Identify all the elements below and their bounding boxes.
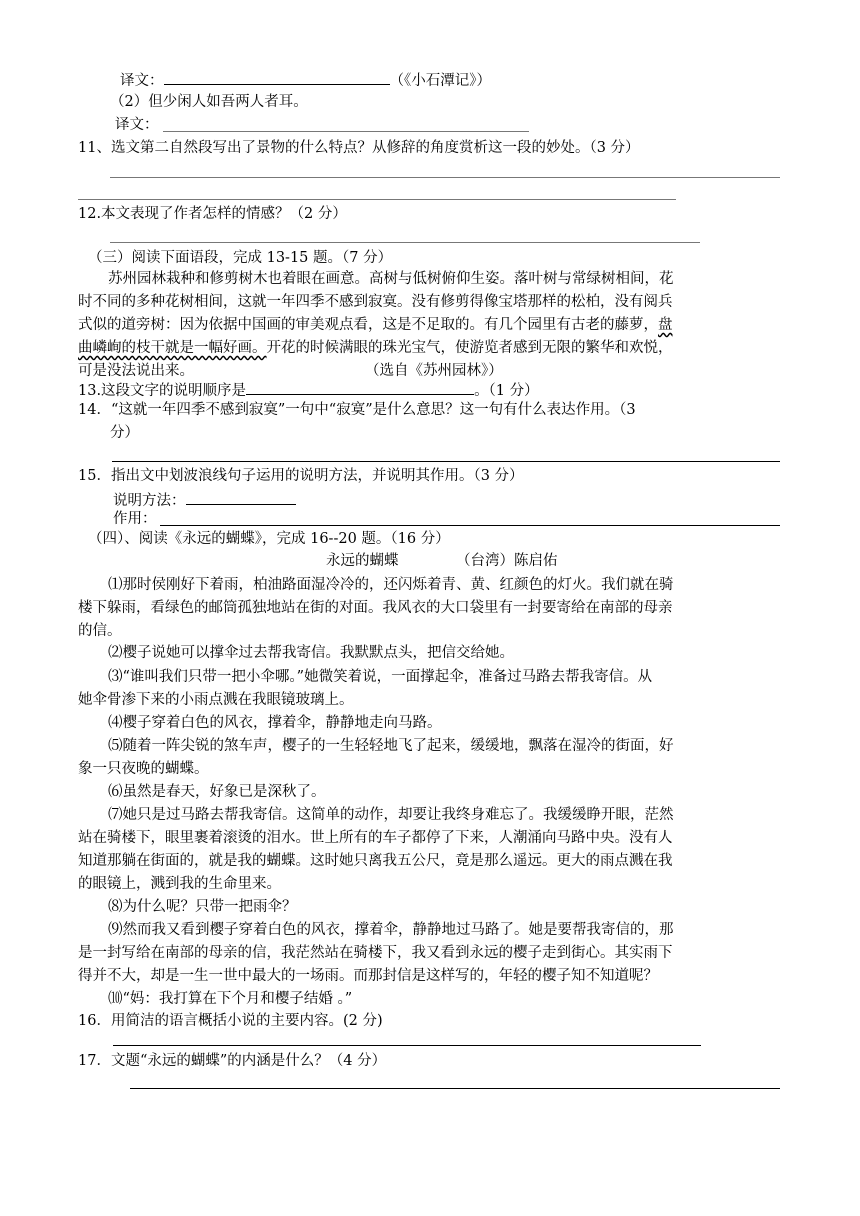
q12-answer-line[interactable] <box>110 242 700 243</box>
story-para-7-line-3: 知道那躺在街面的，就是我的蝴蝶。这时她只离我五公尺，竟是那么遥远。更大的雨点溅在我 <box>78 853 673 869</box>
section3-passage-line-3 <box>78 316 673 334</box>
story-para-1-line-3: 的信。 <box>78 623 122 639</box>
story-para-2: ⑵樱子说她可以撑伞过去帮我寄信。我默默点头，把信交给她。 <box>108 645 514 661</box>
section3-passage-line-4-rest: 开花的时候满眼的珠光宝气，使游览者感到无限的繁华和欢悦， <box>266 340 673 356</box>
q15-effect-blank[interactable] <box>160 525 780 526</box>
q17-question: 17．文题“永远的蝴蝶”的内涵是什么？（4 分） <box>78 1053 387 1069</box>
q10-trans2-blank[interactable] <box>163 131 529 132</box>
story-para-3-line-1: ⑶“谁叫我们只带一把小伞哪。”她微笑着说，一面撑起伞，准备过马路去帮我寄信。从 <box>108 669 653 685</box>
q17-answer-line[interactable] <box>130 1088 780 1089</box>
story-para-8: ⑻为什么呢？只带一把雨伞？ <box>108 899 297 915</box>
story-para-7-line-2: 站在骑楼下，眼里裹着滚烫的泪水。世上所有的车子都停了下来，人潮涌向马路中央。没有人 <box>78 830 673 846</box>
q12-question: 12.本文表现了作者怎样的情感？（2 分） <box>78 206 347 222</box>
q15-question: 15．指出文中划波浪线句子运用的说明方法，并说明其作用。（3 分） <box>78 468 524 484</box>
section3-wavy-start: 盘 <box>658 317 673 333</box>
story-para-3-line-2: 她伞骨渗下来的小雨点溅在我眼镜玻璃上。 <box>78 692 354 708</box>
story-para-6: ⑹虽然是春天，好象已是深秋了。 <box>108 784 326 800</box>
section3-passage-line-3-text: 式似的道旁树：因为依据中国画的审美观点看，这是不足取的。有几个园里有古老的藤萝， <box>78 317 658 333</box>
section3-source: （选自《苏州园林》） <box>365 363 503 379</box>
q15-method-label: 说明方法： <box>113 493 186 509</box>
q10-trans1-blank[interactable] <box>164 70 390 85</box>
q14-question-line-2: 分） <box>110 425 139 441</box>
q10-trans1-source: （《小石潭记》） <box>389 73 491 89</box>
q10-item-2: （2）但少闲人如吾两人者耳。 <box>110 94 308 110</box>
q15-method <box>113 490 296 510</box>
story-para-5-line-1: ⑸随着一阵尖锐的煞车声，樱子的一生轻轻地飞了起来，缓缓地，飘落在湿冷的街面，好 <box>108 738 674 754</box>
story-para-9-line-2: 是一封写给在南部的母亲的信，我茫然站在骑楼下，我又看到永远的樱子走到街心。其实雨下 <box>78 945 673 961</box>
section3-passage-line-1: 苏州园林栽种和修剪树木也着眼在画意。高树与低树俯仰生姿。落叶树与常绿树相间，花 <box>108 271 674 287</box>
story-para-5-line-2: 象一只夜晚的蝴蝶。 <box>78 761 209 777</box>
section3-passage-line-2: 时不同的多种花树相间，这就一年四季不感到寂寞。没有修剪得像宝塔那样的松柏，没有阅兵 <box>78 294 673 310</box>
story-para-4: ⑷樱子穿着白色的风衣，撑着伞，静静地走向马路。 <box>108 715 442 731</box>
q10-translation-1 <box>120 70 491 90</box>
q11-answer-line-2[interactable] <box>78 199 676 200</box>
section4-heading: （四）、阅读《永远的蝴蝶》，完成 16--20 题。（16 分） <box>88 531 450 547</box>
section3-passage-line-4 <box>78 339 673 357</box>
section3-heading: （三）阅读下面语段，完成 13-15 题。（7 分） <box>88 250 393 266</box>
story-para-10: ⑽“妈：我打算在下个月和樱子结婚 。” <box>108 991 353 1007</box>
story-para-7-line-4: 的眼镜上，溅到我的生命里来。 <box>78 876 281 892</box>
q14-answer-line[interactable] <box>112 461 780 462</box>
story-para-7-line-1: ⑺她只是过马路去帮我寄信。这简单的动作，却要让我终身难忘了。我缓缓睁开眼，茫然 <box>108 807 674 823</box>
story-para-1-line-1: ⑴那时侯刚好下着雨，柏油路面湿冷冷的，还闪烁着青、黄、红颜色的灯火。我们就在骑 <box>108 577 674 593</box>
section3-wavy-sentence: 曲嶙峋的枝干就是一幅好画。 <box>78 340 267 356</box>
q13-suffix: 。（1 分） <box>474 383 539 399</box>
story-title: 永远的蝴蝶 <box>326 553 399 569</box>
q15-effect-label: 作用： <box>113 511 157 527</box>
q14-question-line-1: 14．“这就一年四季不感到寂寞”一句中“寂寞”是什么意思？这一句有什么表达作用。（3 <box>78 402 636 418</box>
q10-trans1-label: 译文： <box>120 73 164 89</box>
q11-answer-line-1[interactable] <box>110 177 780 178</box>
story-author: （台湾）陈启佑 <box>456 553 558 569</box>
q13-prefix: 13.这段文字的说明顺序是 <box>78 383 247 399</box>
section3-passage-line-5: 可是没法说出来。 <box>78 363 194 379</box>
story-para-9-line-1: ⑼然而我又看到樱子穿着白色的风衣，撑着伞，静静地过马路了。她是要帮我寄信的，那 <box>108 922 674 938</box>
q11-question: 11、选文第二自然段写出了景物的什么特点？从修辞的角度赏析这一段的妙处。（3 分） <box>78 140 640 156</box>
q15-method-blank[interactable] <box>186 490 296 505</box>
q16-answer-line[interactable] <box>113 1045 701 1046</box>
story-para-9-line-3: 得并不大，却是一生一世中最大的一场雨。而那封信是这样写的，年轻的樱子知不知道呢？ <box>78 968 658 984</box>
q13-question <box>78 380 539 400</box>
q13-answer-blank[interactable] <box>246 380 474 395</box>
q10-trans2-label: 译文： <box>115 117 159 133</box>
story-para-1-line-2: 楼下躲雨，看绿色的邮筒孤独地站在街的对面。我风衣的大口袋里有一封要寄给在南部的母亲 <box>78 600 673 616</box>
q16-question: 16．用简洁的语言概括小说的主要内容。(2 分) <box>78 1013 383 1029</box>
